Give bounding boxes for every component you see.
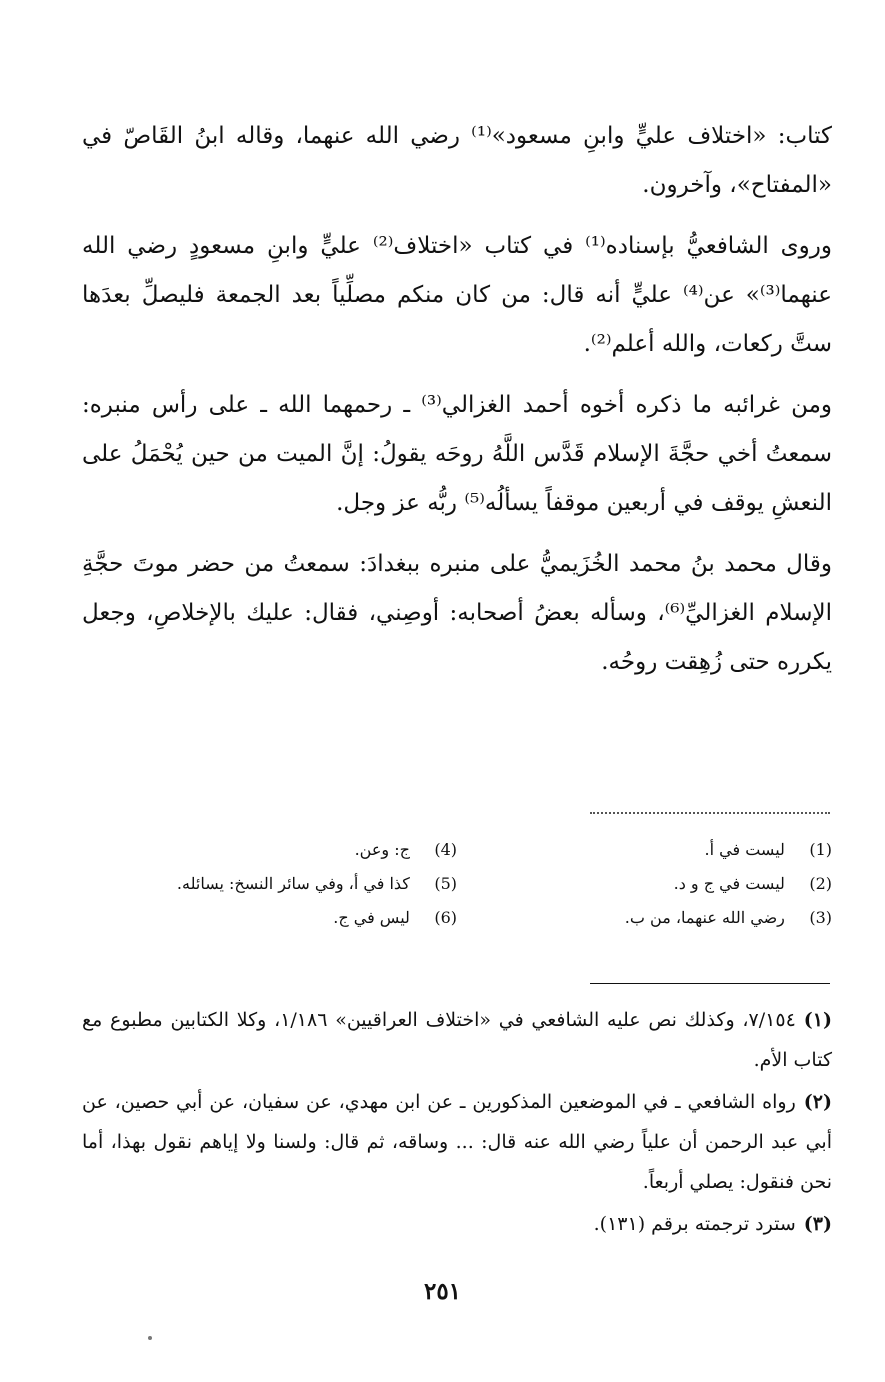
variant-number: (5) (434, 873, 457, 893)
variant-number: (2) (809, 873, 832, 893)
variant-number: (6) (434, 907, 457, 927)
manuscript-variants (82, 832, 832, 934)
variant-row (82, 900, 832, 934)
footnote-number: (١) (803, 1009, 832, 1031)
footnote-number: (٢) (803, 1091, 832, 1113)
variant-text: كذا في أ، وفي سائر النسخ: يسائله. (176, 873, 410, 893)
variant-note-4 (82, 840, 457, 859)
scan-speck (148, 1336, 152, 1340)
variant-row (82, 866, 832, 900)
variant-text: ليس في ج. (333, 907, 410, 927)
footnote-1 (82, 1000, 832, 1080)
main-paragraph-3: ومن غرائبه ما ذكره أخوه أحمد الغزالي⁽³⁾ ـ رحمهما الله ـ على رأس منبره: سمعتُ أخي حجَّةَ الإسلام قَدَّس اللَّهُ روحَه يقولُ: إنَّ الميت من حين يُحْمَلُ على النعشِ يوقف في أربعين موقفاً يسألُه⁽⁵⁾ ربُّه عز وجل. (82, 392, 833, 516)
variants-divider (590, 812, 830, 814)
variant-number: (4) (434, 839, 457, 859)
page-number: ٢٥١ (423, 1278, 462, 1305)
main-paragraph-2: وروى الشافعيُّ بإسناده⁽¹⁾ في كتاب «اختلاف⁽²⁾ عليٍّ وابنِ مسعودٍ رضي الله عنهما⁽³⁾» عن⁽⁴⁾ عليٍّ أنه قال: من كان منكم مصلِّياً بعد الجمعة فليصلِّ بعدَها ستَّ ركعات، والله أعلم⁽²⁾. (82, 233, 833, 357)
variant-note-6 (82, 908, 457, 927)
footnotes (82, 1000, 832, 1246)
footnote-2 (82, 1082, 832, 1202)
variant-row (82, 832, 832, 866)
main-paragraph-4: وقال محمد بنُ محمد الخُزَيميُّ على منبره ببغدادَ: سمعتُ من حضر موتَ حجَّةِ الإسلام الغزاليِّ⁽⁶⁾، وسأله بعضُ أصحابه: أوصِني، فقال: عليك بالإخلاصِ، وجعل يكرره حتى زُهِقت روحُه. (82, 551, 832, 675)
footnote-text: ٧/١٥٤، وكذلك نص عليه الشافعي في «اختلاف العراقيين» ١/١٨٦، وكلا الكتابين مطبوع مع كتاب الأم. (82, 1009, 832, 1071)
variant-text: ج: وعن. (354, 839, 410, 859)
footnotes-divider (590, 983, 830, 984)
variant-note-5 (82, 874, 457, 893)
variant-text: ليست في أ. (704, 839, 785, 859)
main-paragraph-1: كتاب: «اختلاف عليٍّ وابنِ مسعود»⁽¹⁾ رضي الله عنهما، وقاله ابنُ القَاصّ في «المفتاح»، وآخرون. (82, 123, 832, 198)
footnote-text: سترد ترجمته برقم (١٣١). (593, 1213, 796, 1235)
variant-note-2 (457, 874, 832, 893)
variant-text: ليست في ج و د. (673, 873, 785, 893)
footnote-text: رواه الشافعي ـ في الموضعين المذكورين ـ عن ابن مهدي، عن سفيان، عن أبي حصين، عن أبي عبد الرحمن أن علياً رضي الله عنه قال: ... وساقه، ثم قال: ولسنا ولا إياهم نقول بهذا، أما نحن فنقول: يصلي أربعاً. (82, 1091, 832, 1193)
main-text (82, 112, 832, 699)
variant-number: (3) (809, 907, 832, 927)
variant-text: رضي الله عنهما، من ب. (624, 907, 785, 927)
variant-note-1 (457, 840, 832, 859)
footnote-3 (82, 1204, 832, 1244)
variant-note-3 (457, 908, 832, 927)
footnote-number: (٣) (803, 1213, 832, 1235)
variant-number: (1) (809, 839, 832, 859)
